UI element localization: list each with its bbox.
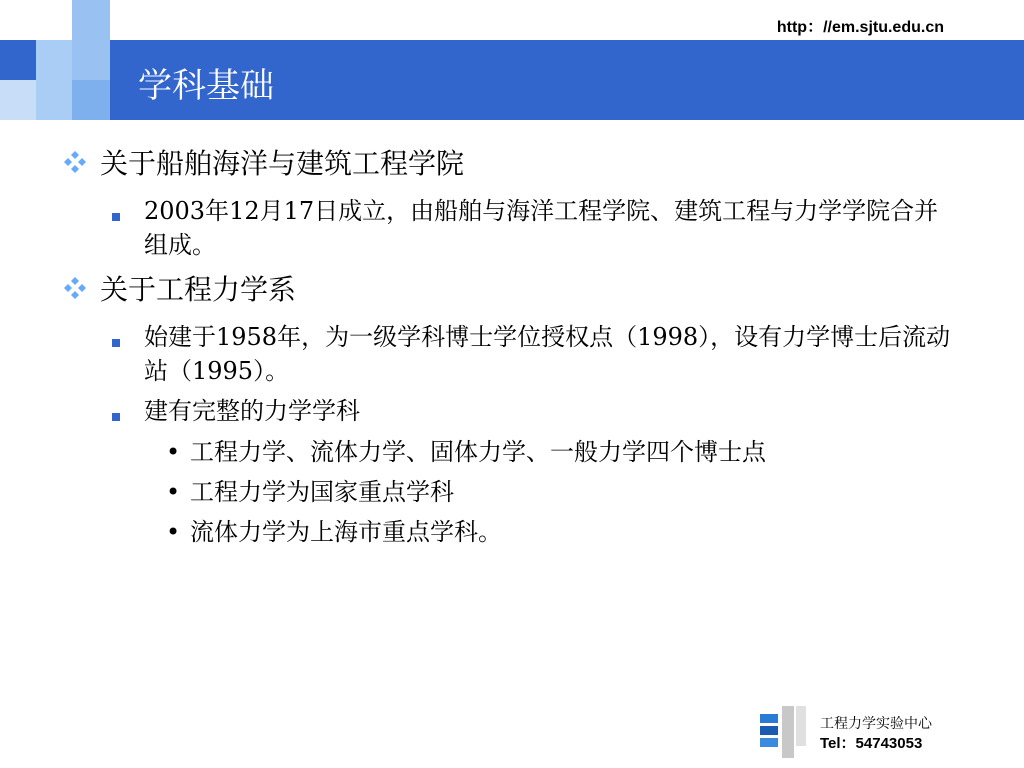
dot-bullet-icon: • bbox=[166, 438, 181, 466]
lab-logo-icon bbox=[760, 706, 810, 758]
decor-square bbox=[72, 80, 110, 120]
list-item-text: 2003年12月17日成立，由船舶与海洋工程学院、建筑工程与力学学院合并组成。 bbox=[144, 197, 939, 259]
section-heading-text: 关于工程力学系 bbox=[100, 273, 297, 306]
site-url: http：//em.sjtu.edu.cn bbox=[776, 19, 944, 36]
diamond-cluster-icon bbox=[60, 268, 100, 308]
decor-square bbox=[36, 40, 72, 120]
sub-list-item-text: 流体力学为上海市重点学科。 bbox=[190, 518, 502, 546]
list-item bbox=[112, 394, 980, 428]
dot-bullet-icon: • bbox=[166, 478, 181, 506]
list-item bbox=[112, 194, 980, 262]
dot-bullet-icon: • bbox=[166, 518, 181, 546]
decor-square bbox=[0, 80, 36, 120]
list-item bbox=[112, 320, 980, 388]
square-bullet-icon bbox=[112, 320, 144, 351]
square-bullet-icon bbox=[112, 194, 144, 225]
section-heading bbox=[60, 142, 980, 186]
section-heading bbox=[60, 268, 980, 312]
square-bullet-icon bbox=[112, 394, 144, 425]
slide-title: 学科基础 bbox=[138, 66, 274, 106]
section-heading-text: 关于船舶海洋与建筑工程学院 bbox=[100, 147, 465, 180]
list-item-text: 始建于1958年，为一级学科博士学位授权点（1998），设有力学博士后流动站（1995）。 bbox=[144, 323, 951, 385]
sub-list-item bbox=[166, 474, 980, 510]
sub-list-item bbox=[166, 514, 980, 550]
sub-list-item-text: 工程力学、流体力学、固体力学、一般力学四个博士点 bbox=[190, 438, 766, 466]
sub-list-item bbox=[166, 434, 980, 470]
decor-square bbox=[72, 0, 110, 80]
slide-content bbox=[60, 142, 980, 554]
footer-tel: Tel：54743053 bbox=[820, 735, 923, 752]
diamond-cluster-icon bbox=[60, 142, 100, 182]
sub-list-item-text: 工程力学为国家重点学科 bbox=[190, 478, 454, 506]
footer-info bbox=[820, 714, 932, 754]
list-item-text: 建有完整的力学学科 bbox=[144, 397, 360, 425]
footer-org: 工程力学实验中心 bbox=[820, 716, 932, 732]
